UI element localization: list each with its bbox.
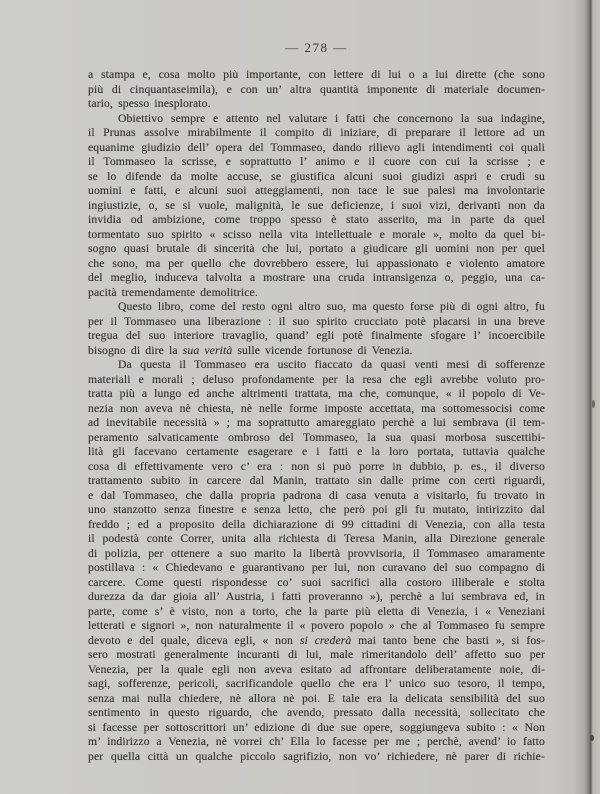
text-line: m’ indirizzo a Venezia, nè vorrei ch’ Ella lo facesse per me ; perchè, avend’ io fatto xyxy=(88,735,545,748)
text-line: devoto e del quale, diceva egli, « non si crederà mai tanto bene che basti », si fos- xyxy=(88,633,545,647)
text-line: letterati e signori », non naturalmente il « povero popolo » che al Tommaseo fu sempre xyxy=(88,619,545,632)
text-line: lità gli facevano certamente esagerare e i fatti e la loro portata, tuttavia qualche xyxy=(88,445,545,458)
text-line: se lo difende da molte accuse, se giustifica alcuni suoi giudizi aspri e crudi su xyxy=(88,169,545,183)
text-line: Da questa il Tommaseo era uscito fiaccato da quasi venti mesi di sofferenze xyxy=(118,358,545,371)
text-line: pacità tremendamente demolitrice. xyxy=(88,285,258,299)
text-line: e dal Tommaseo, che dalla propria padrona di casa venuta a visitarlo, fu trovato in xyxy=(88,488,545,502)
text-line: uomini e fatti, e alcuni suoi atteggiamenti, non tace le sue palesi ma involontarie xyxy=(88,184,545,197)
text-line: il podestà conte Correr, unita alla richiesta di Teresa Manin, alla Direzione generale xyxy=(88,532,545,545)
text-line: Obiettivo sempre e attento nel valutare i fatti che concernono la sua indagine, xyxy=(118,111,545,125)
text-line: equanime giudizio dell’ opera del Tommaseo, dando rilievo agli intendimenti coi quali xyxy=(88,140,545,154)
text-line: trattamento subito in carcere dal Manin, trattato sin dalle prime con certi riguardi, xyxy=(88,474,545,487)
text-line: tario, spesso inesplorato. xyxy=(88,97,211,110)
text-line: che sono, ma per quello che dovrebbero essere, lui appassionato e violento amatore xyxy=(88,256,545,270)
scan-artifact-speck xyxy=(592,400,595,408)
text-line: Venezia, per la quale egli non aveva esitato ad affrontare deliberatamente noie, di- xyxy=(88,662,545,676)
text-line: sogno quasi brutale di sincerità che lui, portato a giudicare gli uomini non per quel xyxy=(88,242,545,255)
text-line: ad inevitabile necessità » ; ma soprattutto amareggiato perchè a lui sembrava (il tem- xyxy=(88,416,545,429)
text-line: uno stanzotto senza finestre e senza letto, che però poi gli fu mutato, intirizzito dal xyxy=(88,503,545,516)
text-line: carcere. Come questi rispondesse co’ suoi sacrifici alla costoro illiberale e stolta xyxy=(88,575,545,589)
text-line: senza mai nulla chiedere, nè allora nè poi. E tale era la delicata sensibilità del suo xyxy=(88,691,545,705)
text-line: per il Tommaseo una liberazione : il suo spirito crucciato potè placarsi in una breve xyxy=(88,314,545,328)
text-line: tregua del suo interiore travaglio, quand’ egli potè finalmente sfogare l’ incoercibile xyxy=(88,329,545,342)
page-edge-shadow xyxy=(552,0,600,794)
scan-artifact-speck xyxy=(590,735,594,741)
text-line: freddo ; ed a proposito della dichiarazione di 99 cittadini di Venezia, con alla testa xyxy=(88,517,545,531)
text-line: si facesse per sottoscrittori un’ edizione di due sue opere, soggiungeva subito : « Non xyxy=(88,720,545,734)
text-line: cosa di effettivamente vero c’ era : non si può porre in dubbio, p. es., il diverso xyxy=(88,459,545,473)
text-line: Questo libro, come del resto ogni altro suo, ma questo forse più di ogni altro, fu xyxy=(118,300,545,313)
text-line: più di cinquantaseimila), e con un’ altra quantità imponente di materiale documen- xyxy=(88,82,545,96)
text-line: invidia od ambizione, come troppo spesso è stato asserito, ma in parte da quel xyxy=(88,213,545,226)
text-line: bisogno di dire la sua verità sulle vicende fortunose di Venezia. xyxy=(88,343,413,357)
text-line: materiali e morali ; deluso profondamente per la resa che egli avrebbe voluto pro- xyxy=(88,372,545,386)
text-line: del meglio, induceva talvolta a mostrare una cruda intransigenza o, peggio, una ca- xyxy=(88,271,545,284)
text-line: postillava : « Chiedevano e guarantivano per lui, non curavano del suo compagno di xyxy=(88,561,545,574)
text-line: per quella città un qualche piccolo sagrifizio, non vo’ richiedere, nè parer di richie- xyxy=(88,749,545,763)
page-body xyxy=(88,68,545,764)
text-line: di polizia, per ottenere a suo marito la libertà provvisoria, il Tommaseo amaramente xyxy=(88,546,545,560)
text-line: ingiustizie, o, se si vuole, malignità, le sue deficienze, i suoi vizi, derivanti non da xyxy=(88,198,545,212)
text-line: sero mostrati generalmente incuranti di lui, male rimeritandolo dell’ affetto suo per xyxy=(88,648,545,661)
page-number-header: — 278 — xyxy=(285,40,348,55)
text-line: tratta più a lungo ed anche altrimenti trattata, ma che, comunque, « il popolo di Ve- xyxy=(88,387,545,400)
text-line: a stampa e, cosa molto più importante, con lettere di lui o a lui dirette (che sono xyxy=(88,68,545,81)
text-line: il Prunas assolve mirabilmente il compito di iniziare, di preparare il lettore ad un xyxy=(88,126,545,139)
text-line: tormentato suo spirito « scisso nella vita intellettuale e morale », molto da quel bi- xyxy=(88,227,545,241)
text-line: sentimento in questo riguardo, che avendo, pressato dalla necessità, sollecitato che xyxy=(88,706,545,719)
text-line: sagi, sofferenze, pericoli, sacrificandole quello che era l’ unico suo tesoro, il tempo, xyxy=(88,677,545,690)
text-line: il Tommaseo la scrisse, e soprattutto l’ animo e il cuore con cui la scrisse ; e xyxy=(88,155,545,168)
text-line: parte, come s’ è visto, non a torto, che la parte più eletta di Venezia, i « Veneziani xyxy=(88,604,545,618)
text-line: peramento salvaticamente ombroso del Tommaseo, la sua quasi morbosa suscettibi- xyxy=(88,430,545,444)
text-line: nezia non aveva nè chiesta, nè nelle forme imposte accettata, ma sottomessocisi come xyxy=(88,401,545,415)
text-line: durezza da dar gioia all’ Austria, i fatti proveranno »), perchè a lui sembrava ed, in xyxy=(88,590,545,603)
